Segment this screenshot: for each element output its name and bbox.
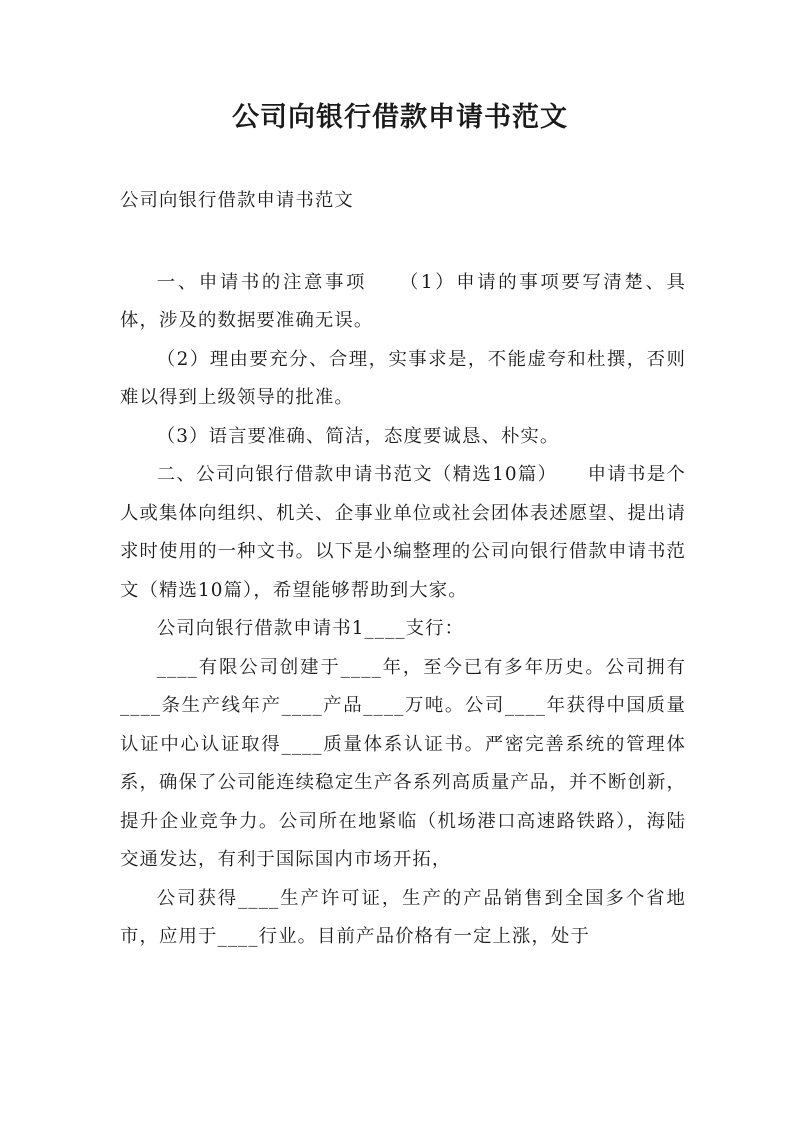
document-body — [120, 182, 686, 957]
document-subtitle: 公司向银行借款申请书范文 — [120, 190, 354, 211]
paragraph-notes-3: （3）语言要准确、简洁，态度要诚恳、朴实。 — [156, 425, 560, 447]
document-title: 公司向银行借款申请书范文 — [232, 102, 568, 133]
paragraph-sample-intro: 二、公司向银行借款申请书范文（精选10篇） 申请书是个人或集体向组织、机关、企事业单位或社会团体表述愿望、提出请求时使用的一种文书。以下是小编整理的公司向银行借款申请书范文（精选10篇），希望能够帮助到大家。 — [120, 464, 686, 601]
paragraph-company-license: 公司获得____生产许可证，生产的产品销售到全国多个省地市，应用于____行业。目前产品价格有一定上涨，处于 — [120, 887, 686, 947]
paragraph-notes-intro: 一、申请书的注意事项 （1）申请的事项要写清楚、具体，涉及的数据要准确无误。 — [120, 271, 686, 331]
paragraph-company-profile: ____有限公司创建于____年，至今已有多年历史。公司拥有____条生产线年产____产品____万吨。公司____年获得中国质量认证中心认证取得____质量体系认证书。严密完善系统的管理体系，确保了公司能连续稳定生产各系列高质量产品，并不断创新，提升企业竞争力。公司所在地紧临（机场港口高速路铁路），海陆交通发达，有利于国际国内市场开拓， — [120, 656, 686, 870]
paragraph-letter-salutation: 公司向银行借款申请书1____支行： — [156, 618, 465, 639]
paragraph-notes-2: （2）理由要充分、合理，实事求是，不能虚夸和杜撰，否则难以得到上级领导的批准。 — [120, 348, 686, 408]
